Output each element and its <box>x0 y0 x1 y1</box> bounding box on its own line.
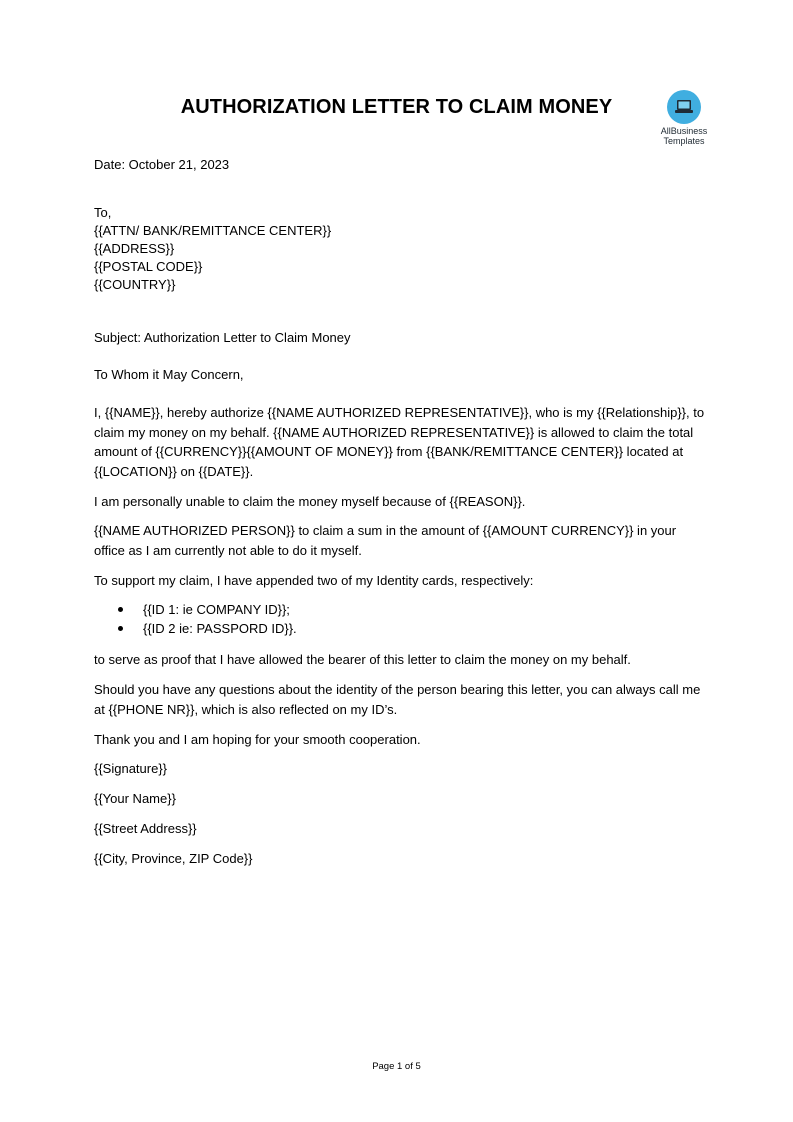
laptop-icon <box>667 90 701 124</box>
address-to: To, <box>94 205 112 220</box>
list-item <box>118 620 297 638</box>
paragraph-support: To support my claim, I have appended two of my Identity cards, respectively: <box>94 573 534 588</box>
address-line-postal: {{POSTAL CODE}} <box>94 259 203 274</box>
address-line-attn: {{ATTN/ BANK/REMITTANCE CENTER}} <box>94 223 332 238</box>
letter-date: Date: October 21, 2023 <box>94 157 230 172</box>
letter-subject: Subject: Authorization Letter to Claim Money <box>94 330 351 345</box>
page-number: Page 1 of 5 <box>372 1061 421 1072</box>
letter-salutation: To Whom it May Concern, <box>94 367 244 382</box>
address-line-address: {{ADDRESS}} <box>94 241 175 256</box>
paragraph-questions: Should you have any questions about the identity of the person bearing this letter, you can always call me at {{PHONE NR}}, which is also reflected on my ID’s. <box>94 682 701 717</box>
bullet-icon <box>118 607 123 612</box>
paragraph-reason: I am personally unable to claim the money myself because of {{REASON}}. <box>94 494 526 509</box>
bullet-icon <box>118 626 123 631</box>
bullet-text-id1: {{ID 1: ie COMPANY ID}}; <box>143 602 290 617</box>
document-title: AUTHORIZATION LETTER TO CLAIM MONEY <box>180 96 613 118</box>
paragraph-thanks: Thank you and I am hoping for your smooth cooperation. <box>94 732 421 747</box>
logo-text-line1: AllBusiness <box>660 126 708 136</box>
paragraph-claim-sum: {{NAME AUTHORIZED PERSON}} to claim a sum in the amount of {{AMOUNT CURRENCY}} in your office as I am currently not able to do it myself. <box>94 523 677 558</box>
closing-city: {{City, Province, ZIP Code}} <box>94 851 253 866</box>
list-item <box>118 601 290 619</box>
closing-street: {{Street Address}} <box>94 821 197 836</box>
closing-signature: {{Signature}} <box>94 761 168 776</box>
paragraph-proof: to serve as proof that I have allowed the bearer of this letter to claim the money on my behalf. <box>94 652 631 667</box>
closing-name: {{Your Name}} <box>94 791 176 806</box>
allbusiness-logo <box>650 90 718 146</box>
paragraph-authorization: I, {{NAME}}, hereby authorize {{NAME AUTHORIZED REPRESENTATIVE}}, who is my {{Relationship}}, to claim my money on my behalf. {{NAME AUTHORIZED REPRESENTATIVE}} is allowed to claim the total amount of {{CURRENCY}}{{AMOUNT OF MONEY}} from {{BANK/REMITTANCE CENTER}} located at {{LOCATION}} on {{DATE}}. <box>94 405 705 479</box>
logo-text-line2: Templates <box>663 136 705 146</box>
bullet-text-id2: {{ID 2 ie: PASSPORD ID}}. <box>143 621 297 636</box>
address-line-country: {{COUNTRY}} <box>94 277 176 292</box>
